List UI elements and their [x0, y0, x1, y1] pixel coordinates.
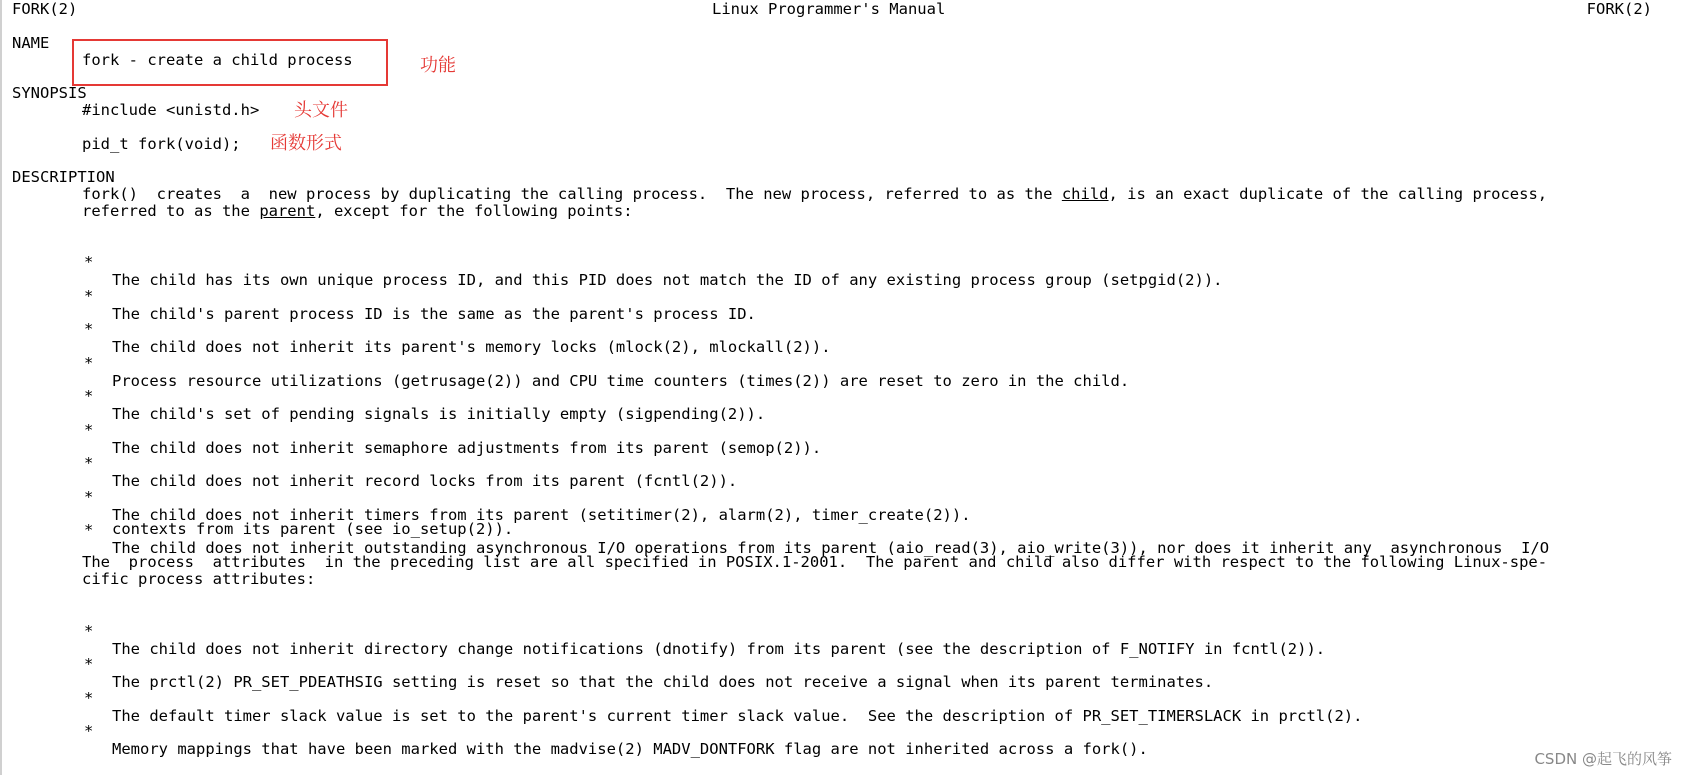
csdn-watermark: CSDN @起飞的风筝 [1534, 750, 1672, 768]
bullet-marker: * [84, 454, 94, 472]
name-heading: NAME [12, 34, 50, 52]
bullet-marker: * [84, 655, 94, 673]
bullet-marker: * [84, 722, 94, 740]
description-paragraph-2-line-2: cific process attributes: [82, 570, 316, 588]
prototype-annotation: 函数形式 [270, 133, 342, 154]
synopsis-include: #include <unistd.h> [82, 101, 260, 119]
bullet-marker: * [84, 488, 94, 506]
name-text: fork - create a child process [82, 51, 353, 69]
list-item-text: The prctl(2) PR_SET_PDEATHSIG setting is reset so that the child does not receive a signal when its parent terminates. [112, 673, 1214, 691]
child-term: child [1061, 185, 1109, 203]
parent-term: parent [259, 202, 316, 220]
header-center-title: Linux Programmer's Manual [712, 0, 946, 18]
list-item-text: The child does not inherit outstanding asynchronous I/O operations from its parent (aio_read(3), aio_write(3)), nor does it inherit any asynchronous I/O [112, 539, 1550, 557]
list-item-continuation: contexts from its parent (see io_setup(2)). [112, 520, 514, 538]
description-intro-line-2: referred to as the parent, except for the following points: [82, 202, 633, 220]
bullet-marker: * [84, 421, 94, 439]
list-item-text: The child's set of pending signals is initially empty (sigpending(2)). [112, 405, 766, 423]
list-item-text: The child does not inherit record locks from its parent (fcntl(2)). [112, 472, 738, 490]
synopsis-prototype: pid_t fork(void); [82, 135, 241, 153]
bullet-marker: * [84, 320, 94, 338]
list-item-text: The child does not inherit semaphore adjustments from its parent (semop(2)). [112, 439, 822, 457]
list-item-text: The default timer slack value is set to the parent's current timer slack value. See the description of PR_SET_TIMERSLACK in prctl(2). [112, 707, 1363, 725]
header-right-title: FORK(2) [1586, 0, 1652, 18]
list-item-text: The child does not inherit its parent's memory locks (mlock(2), mlockall(2)). [112, 338, 831, 356]
name-annotation: 功能 [420, 55, 456, 76]
bullet-marker: * [84, 287, 94, 305]
bullet-marker: * [84, 521, 94, 539]
synopsis-heading: SYNOPSIS [12, 84, 87, 102]
list-item [0, 704, 1686, 758]
list-item-text: Memory mappings that have been marked with the madvise(2) MADV_DONTFORK flag are not inherited across a fork(). [112, 740, 1148, 758]
include-annotation: 头文件 [294, 100, 348, 121]
list-item-text: The child does not inherit timers from its parent (setitimer(2), alarm(2), timer_create(2)). [112, 506, 971, 524]
header-left-title: FORK(2) [12, 0, 78, 18]
list-item-text: The child has its own unique process ID, and this PID does not match the ID of any existing process group (setpgid(2)). [112, 271, 1223, 289]
bullet-marker: * [84, 354, 94, 372]
bullet-marker: * [84, 387, 94, 405]
description-paragraph-2-line-1: The process attributes in the preceding list are all specified in POSIX.1-2001. The parent and child also differ with respect to the following Linux-spe- [82, 553, 1548, 571]
bullet-marker: * [84, 689, 94, 707]
bullet-marker: * [84, 622, 94, 640]
name-highlight-box [72, 39, 388, 86]
list-item-text: Process resource utilizations (getrusage(2)) and CPU time counters (times(2)) are reset to zero in the child. [112, 372, 1130, 390]
description-heading: DESCRIPTION [12, 168, 115, 186]
bullet-marker: * [84, 253, 94, 271]
list-item-text: The child's parent process ID is the same as the parent's process ID. [112, 305, 756, 323]
description-intro-line-1: fork() creates a new process by duplicating the calling process. The new process, referred to as the child, is an exact duplicate of the calling process, [82, 185, 1548, 203]
list-item-text: The child does not inherit directory change notifications (dnotify) from its parent (see the description of F_NOTIFY in fcntl(2)). [112, 640, 1326, 658]
